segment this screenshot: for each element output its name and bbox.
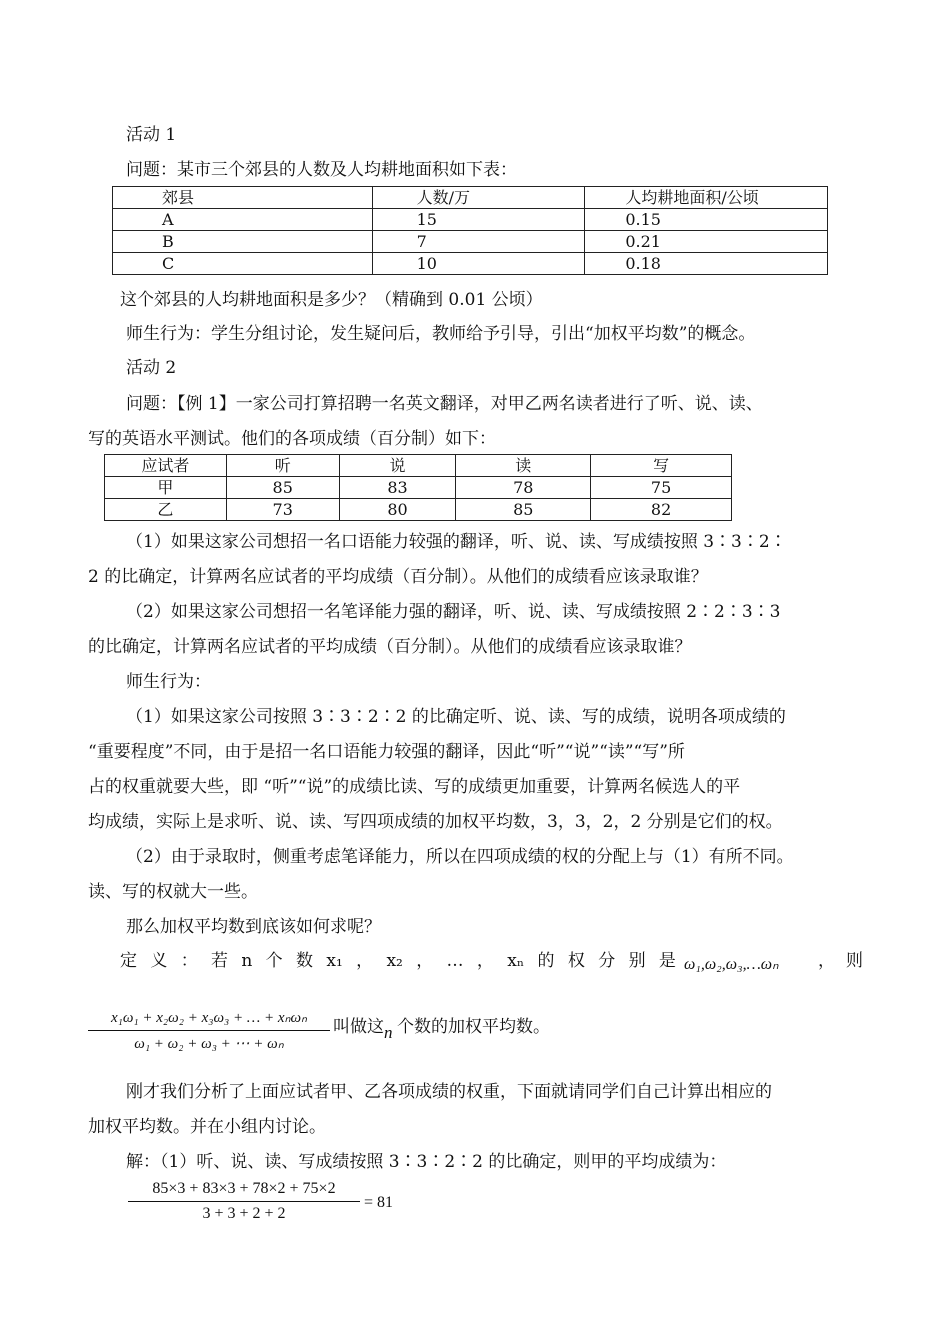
header-cell: 听 <box>226 455 339 477</box>
header-cell: 人均耕地面积/公顷 <box>585 187 828 209</box>
definition-word: … <box>446 951 464 971</box>
table-row <box>113 231 828 253</box>
table-cell: 75 <box>591 477 732 499</box>
table-row <box>113 209 828 231</box>
definition-comma: ， <box>818 951 835 971</box>
table-header-row <box>113 187 828 209</box>
header-cell: 应试者 <box>105 455 227 477</box>
solution-formula <box>128 1180 360 1223</box>
activity2-question-line1: 问题：【例 1】一家公司打算招聘一名英文翻译，对甲乙两名读者进行了听、说、读、 <box>126 394 763 414</box>
question1-line2: 2 的比确定，计算两名应试者的平均成绩（百分制）。从他们的成绩看应该录取谁？ <box>88 567 708 587</box>
fraction-bar <box>128 1201 360 1202</box>
activity2-title: 活动 2 <box>126 358 177 378</box>
summary-line1: 刚才我们分析了上面应试者甲、乙各项成绩的权重，下面就请同学们自己计算出相应的 <box>126 1082 772 1102</box>
definition-word: ： <box>180 951 198 971</box>
solution-result: = 81 <box>364 1194 394 1211</box>
solution-line1: 解：（1）听、说、读、写成绩按照 3∶3∶2∶2 的比确定，则甲的平均成绩为： <box>126 1152 727 1172</box>
activity1-title: 活动 1 <box>126 125 177 145</box>
definition-n: n <box>384 1023 393 1042</box>
table-cell: 83 <box>339 477 456 499</box>
weights-list: ω₁,ω₂,ω₃,…ωₙ <box>684 956 779 973</box>
definition-word: 是 <box>658 951 676 971</box>
behavior1-line1: （1）如果这家公司按照 3∶3∶2∶2 的比确定听、说、读、写的成绩，说明各项成绩的 <box>126 707 786 727</box>
table-header-row <box>105 455 732 477</box>
table-cell: 0.21 <box>585 231 828 253</box>
definition-word: 分 <box>598 951 616 971</box>
header-cell: 郊县 <box>113 187 373 209</box>
weighted-average-formula <box>88 1008 330 1053</box>
solution-denominator: 3 + 3 + 2 + 2 <box>202 1205 286 1222</box>
definition-word: ， <box>416 951 434 971</box>
definition-word: 义 <box>150 951 168 971</box>
formula-denominator: ω₁ + ω₂ + ω₃ + ⋯ + ωₙ <box>134 1036 284 1052</box>
table-cell: 15 <box>372 209 585 231</box>
activity1-question: 问题：某市三个郊县的人数及人均耕地面积如下表： <box>126 160 517 180</box>
header-cell: 读 <box>456 455 591 477</box>
table-cell: B <box>113 231 373 253</box>
summary-line2: 加权平均数。并在小组内讨论。 <box>88 1117 326 1137</box>
definition-then: 则 <box>846 951 863 971</box>
table-row <box>105 477 732 499</box>
definition-word: 的 <box>537 951 555 971</box>
question2-line1: （2）如果这家公司想招一名笔译能力强的翻译，听、说、读、写成绩按照 2∶2∶3∶3 <box>126 602 781 622</box>
question1-line1: （1）如果这家公司想招一名口语能力较强的翻译，听、说、读、写成绩按照 3∶3∶2∶ <box>126 532 787 552</box>
definition-word: xₙ <box>507 951 525 971</box>
table-cell: 乙 <box>105 499 227 521</box>
question2-line2: 的比确定，计算两名应试者的平均成绩（百分制）。从他们的成绩看应该录取谁？ <box>88 637 692 657</box>
behavior1-line2: “重要程度”不同，由于是招一名口语能力较强的翻译，因此“听”“说”“读”“写”所 <box>88 742 685 762</box>
behavior-title: 师生行为： <box>126 672 211 692</box>
scores-table <box>104 454 732 521</box>
table-cell: 0.18 <box>585 253 828 275</box>
behavior2-line1: （2）由于录取时，侧重考虑笔译能力，所以在四项成绩的权的分配上与（1）有所不同。 <box>126 847 794 867</box>
table-cell: 甲 <box>105 477 227 499</box>
table-cell: 85 <box>226 477 339 499</box>
definition-called-2: 个数的加权平均数。 <box>397 1017 550 1037</box>
definition-word: 个 <box>265 951 283 971</box>
table-cell: 85 <box>456 499 591 521</box>
table-cell: 7 <box>372 231 585 253</box>
behavior2-line2: 读、写的权就大一些。 <box>88 882 258 902</box>
behavior1-line4: 均成绩，实际上是求听、说、读、写四项成绩的加权平均数，3，3，2，2 分别是它们的权。 <box>88 812 783 832</box>
table-cell: 73 <box>226 499 339 521</box>
table-cell: 82 <box>591 499 732 521</box>
table-cell: 80 <box>339 499 456 521</box>
table-row <box>105 499 732 521</box>
definition-word: ， <box>476 951 494 971</box>
formula-numerator: x₁ω₁ + x₂ω₂ + x₃ω₃ + … + xₙωₙ <box>110 1010 308 1026</box>
header-cell: 写 <box>591 455 732 477</box>
table-cell: A <box>113 209 373 231</box>
fraction-bar <box>88 1030 330 1031</box>
table-cell: 78 <box>456 477 591 499</box>
definition-word: x₁ <box>326 951 343 971</box>
activity2-question-line2: 写的英语水平测试。他们的各项成绩（百分制）如下： <box>88 429 496 449</box>
table-cell: 10 <box>372 253 585 275</box>
definition-word: n <box>241 951 253 971</box>
header-cell: 说 <box>339 455 456 477</box>
definition-word: 数 <box>296 951 314 971</box>
county-table <box>112 186 828 275</box>
how-question: 那么加权平均数到底该如何求呢？ <box>126 917 381 937</box>
header-cell: 人数/万 <box>372 187 585 209</box>
definition-word: ， <box>356 951 374 971</box>
activity1-followup: 这个郊县的人均耕地面积是多少？（精确到 0.01 公顷） <box>120 290 543 310</box>
definition-word: x₂ <box>386 951 403 971</box>
definition-word: 权 <box>567 951 585 971</box>
table-cell: C <box>113 253 373 275</box>
solution-numerator: 85×3 + 83×3 + 78×2 + 75×2 <box>152 1180 336 1197</box>
activity1-behavior: 师生行为：学生分组讨论，发生疑问后，教师给予引导，引出“加权平均数”的概念。 <box>126 324 756 344</box>
definition-word: 定 <box>120 951 137 971</box>
table-row <box>113 253 828 275</box>
definition-word: 别 <box>628 951 646 971</box>
definition-called-1: 叫做这 <box>333 1017 384 1037</box>
definition-word: 若 <box>211 951 229 971</box>
behavior1-line3: 占的权重就要大些，即 “听”“说”的成绩比读、写的成绩更加重要，计算两名候选人的平 <box>88 777 741 797</box>
table-cell: 0.15 <box>585 209 828 231</box>
definition-text <box>120 950 676 972</box>
